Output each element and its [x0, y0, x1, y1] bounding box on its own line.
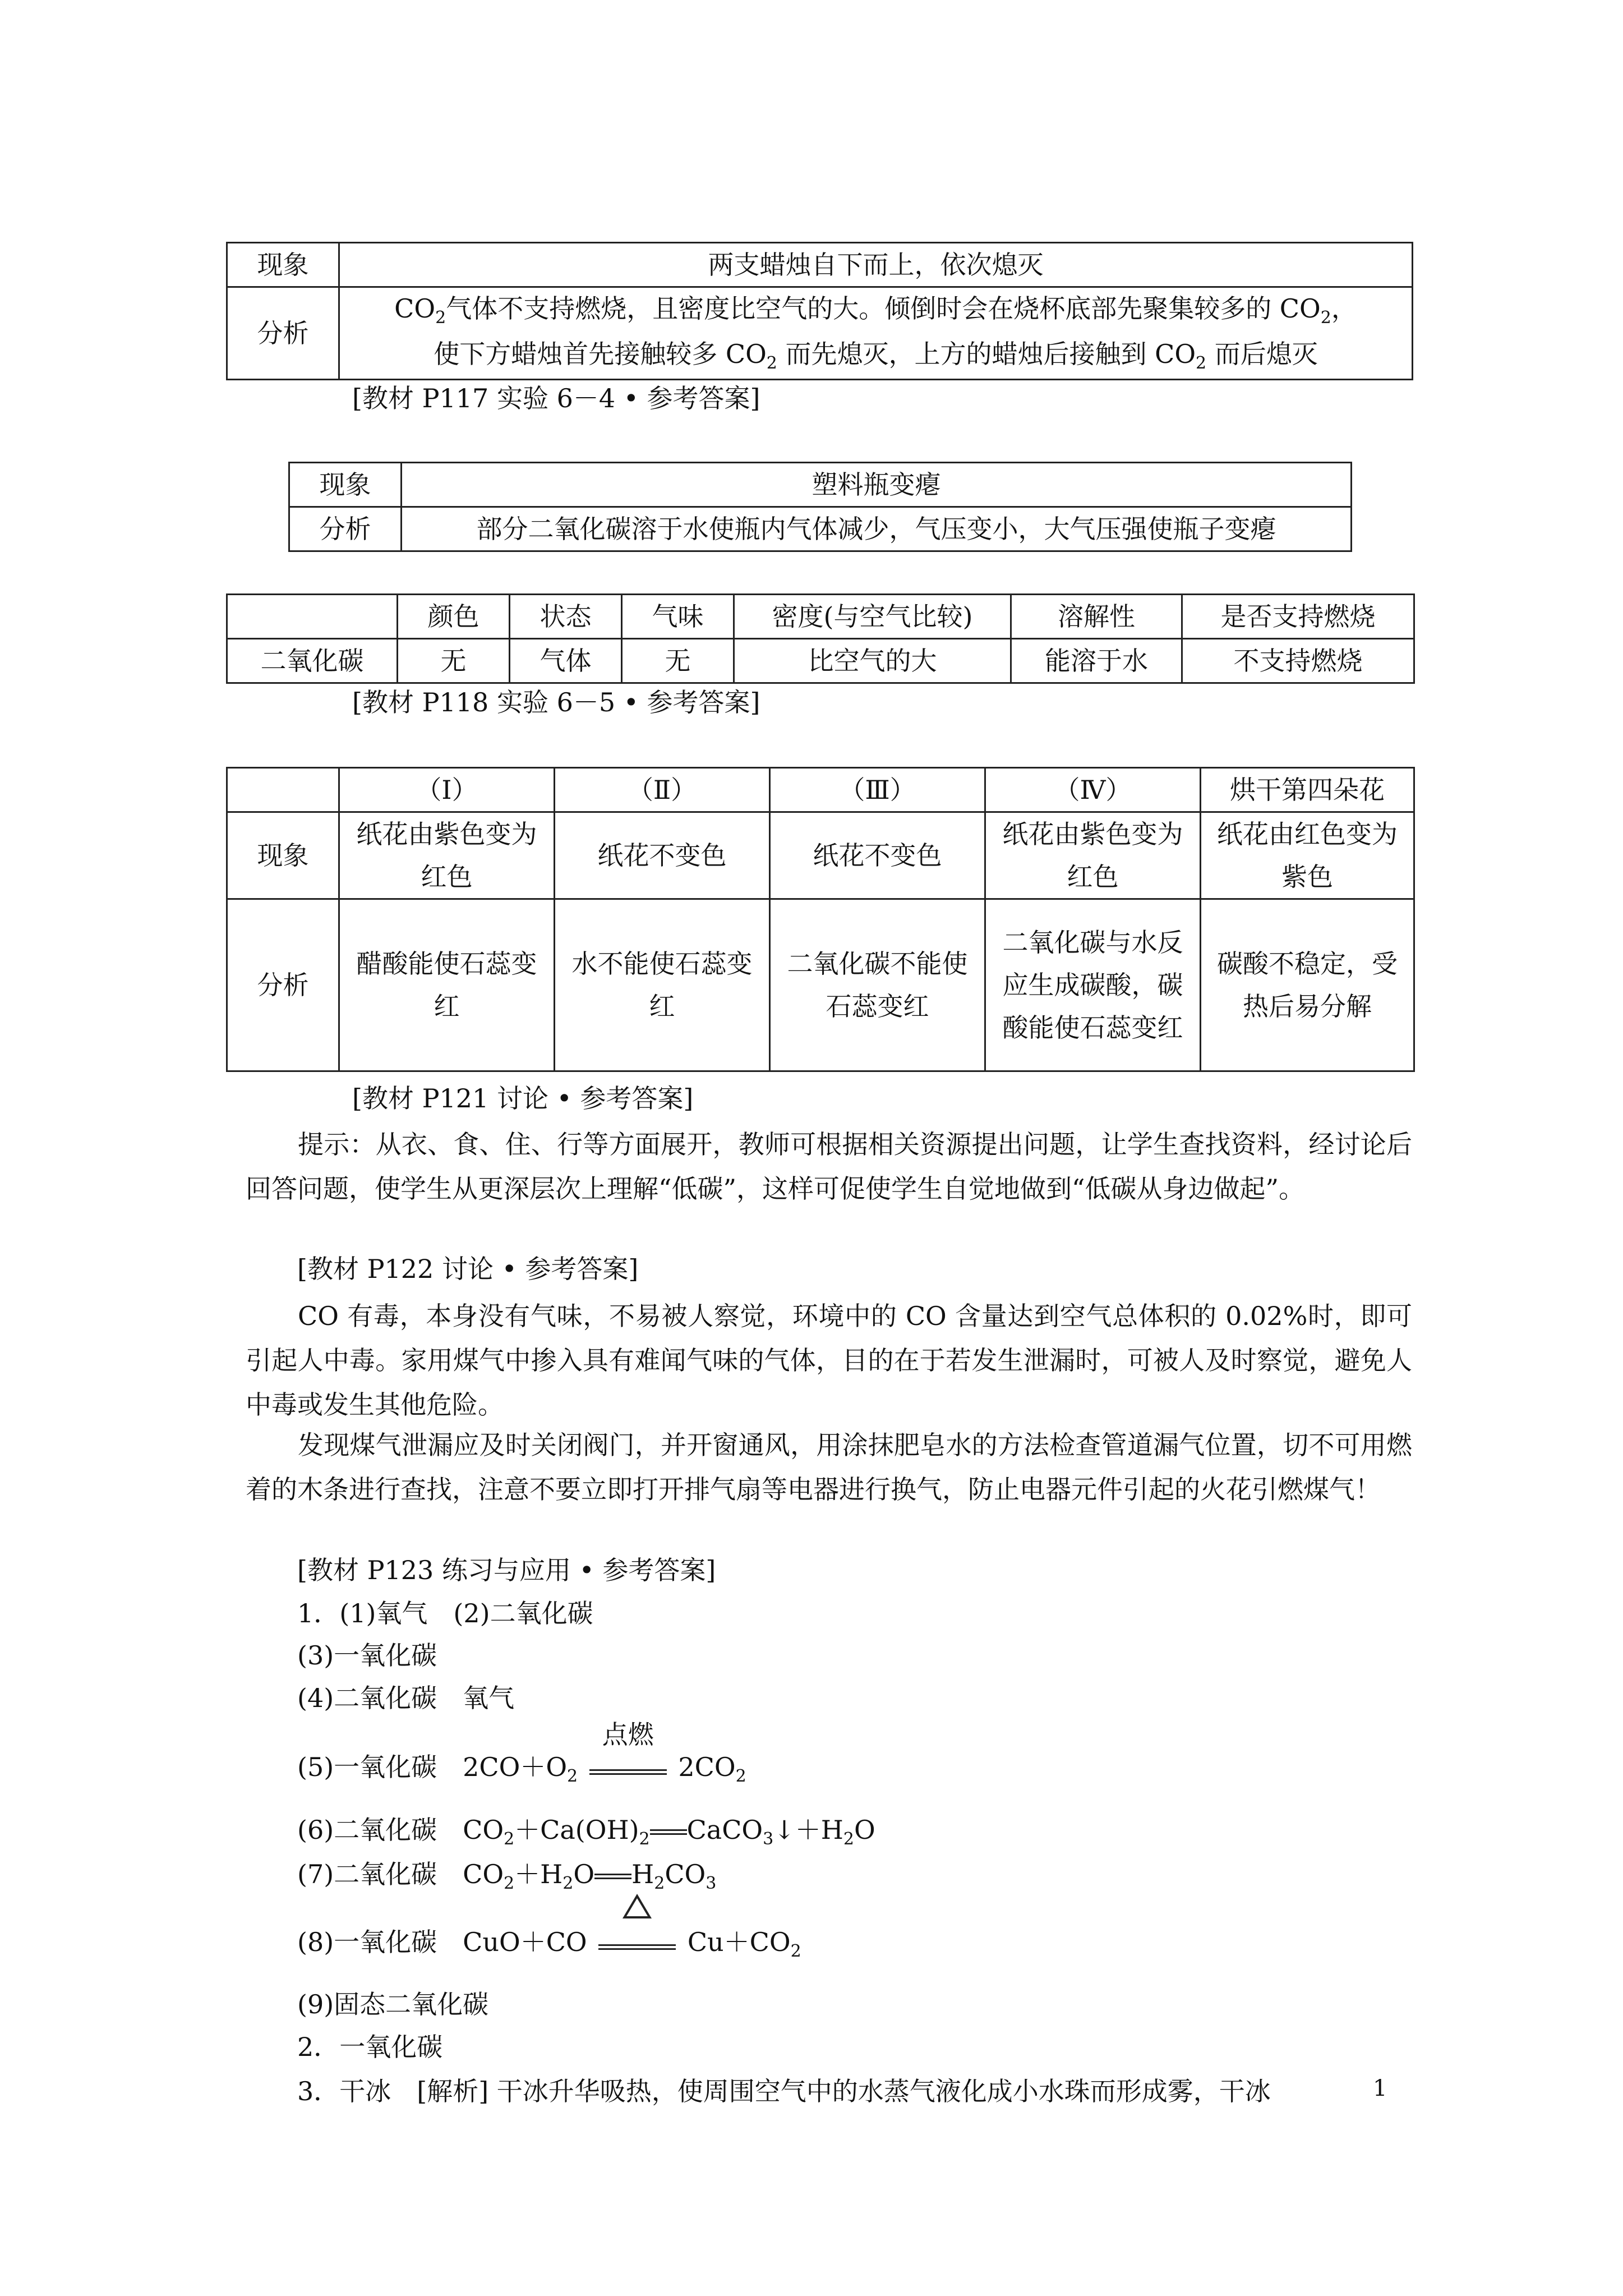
table-cell: 无 [622, 639, 734, 683]
cell-phenomenon: 两支蜡烛自下而上，依次熄灭 [339, 243, 1413, 287]
paragraph-gas-leak: 发现煤气泄漏应及时关闭阀门，并开窗通风，用涂抹肥皂水的方法检查管道漏气位置，切不可用燃着的木条进行查找，注意不要立即打开排气扇等电器进行换气，防止电器元件引起的火花引燃煤气！ [246, 1430, 1412, 1504]
table-plastic-bottle [288, 462, 1352, 552]
header-cell [227, 595, 398, 639]
section-heading: [教材 P122 讨论 • 参考答案] [297, 1254, 639, 1284]
answer-line: 2．一氧化碳 [297, 2032, 443, 2062]
paragraph-hint: 提示：从衣、食、住、行等方面展开，教师可根据相关资源提出问题，让学生查找资料，经讨论后回答问题，使学生从更深层次上理解“低碳”，这样可促使学生自觉地做到“低碳从身边做起”。 [246, 1129, 1412, 1204]
cell-analysis: $CO_2$气体不支持燃烧，且密度比空气的大。倾倒时会在烧杯底部先聚集较多的 $CO_2$， 使下方蜡烛首先接触较多 $CO_2$ 而先熄灭，上方的蜡烛后接触到 $CO_2$ 而后熄灭 [339, 287, 1413, 380]
section-heading: [教材 P117 实验 6－4 • 参考答案] [352, 383, 760, 413]
row-label-analysis: 分析 [227, 287, 339, 380]
reaction-arrow: 点燃 [586, 1752, 670, 1786]
answer-line: (5)一氧化碳 $2CO+O_2$ 点燃 $2CO_2$ [297, 1719, 746, 1786]
table-cell: 比空气的大 [734, 639, 1011, 683]
equals-sign [594, 1874, 631, 1879]
table-cell: 不支持燃烧 [1182, 639, 1414, 683]
row-label-phenomenon: 现象 [227, 812, 339, 899]
table-cell: 碳酸不稳定，受热后易分解 [1201, 899, 1414, 1071]
reaction-arrow [595, 1927, 679, 1961]
header-cell [227, 768, 339, 812]
answer-line: (8)一氧化碳 CuO＋CO $Cu+CO_2$ [297, 1925, 801, 1963]
answer-line: (3)一氧化碳 [297, 1640, 437, 1671]
table-row [227, 243, 1413, 287]
answer-line: (6)二氧化碳 $CO_2+Ca(OH)_2$ $CaCO_3↓+H_2O$ [297, 1815, 875, 1849]
paragraph-co-toxic: CO 有毒，本身没有气味，不易被人察觉，环境中的 CO 含量达到空气总体积的 0.02%时，即可引起人中毒。家用煤气中掺入具有难闻气味的气体，目的在于若发生泄漏时，可被人及时察觉，避免人中毒或发生其他危险。 [246, 1301, 1412, 1420]
table-row [227, 812, 1414, 899]
row-label-analysis: 分析 [227, 899, 339, 1071]
header-cell: 密度(与空气比较) [734, 595, 1011, 639]
table-row [227, 595, 1414, 639]
row-label-phenomenon: 现象 [227, 243, 339, 287]
table-co2-properties [226, 593, 1415, 684]
table-cell: 二氧化碳与水反应生成碳酸，碳酸能使石蕊变红 [985, 899, 1201, 1071]
header-cell: （Ⅲ） [770, 768, 985, 812]
header-cell: 溶解性 [1011, 595, 1182, 639]
section-heading: [教材 P123 练习与应用 • 参考答案] [297, 1555, 716, 1585]
header-cell: 烘干第四朵花 [1201, 768, 1414, 812]
header-cell: （Ⅱ） [555, 768, 770, 812]
table-row [227, 899, 1414, 1071]
answer-line: 3．干冰 [解析] 干冰升华吸热，使周围空气中的水蒸气液化成小水珠而形成雾，干冰 [297, 2076, 1271, 2106]
header-cell: （Ⅳ） [985, 768, 1201, 812]
row-label-phenomenon: 现象 [289, 463, 402, 507]
table-cell: 二氧化碳不能使石蕊变红 [770, 899, 985, 1071]
header-cell: （Ⅰ） [339, 768, 555, 812]
header-cell: 是否支持燃烧 [1182, 595, 1414, 639]
cell-analysis: 部分二氧化碳溶于水使瓶内气体减少，气压变小，大气压强使瓶子变瘪 [402, 507, 1352, 551]
table-cell: 纸花由红色变为紫色 [1201, 812, 1414, 899]
table-row [227, 768, 1414, 812]
table-cell: 水不能使石蕊变红 [555, 899, 770, 1071]
table-candle-experiment [226, 242, 1413, 380]
table-cell: 能溶于水 [1011, 639, 1182, 683]
header-cell: 状态 [510, 595, 622, 639]
cell-phenomenon: 塑料瓶变瘪 [402, 463, 1352, 507]
equals-sign [650, 1829, 687, 1835]
table-paper-flower [226, 767, 1415, 1072]
table-row [289, 463, 1352, 507]
heat-triangle-icon [623, 1894, 652, 1918]
table-row [227, 287, 1413, 380]
table-cell: 纸花由紫色变为红色 [985, 812, 1201, 899]
table-cell: 纸花不变色 [555, 812, 770, 899]
answer-line: (9)固态二氧化碳 [297, 1989, 489, 2019]
header-cell: 颜色 [398, 595, 510, 639]
row-label-analysis: 分析 [289, 507, 402, 551]
table-cell: 纸花由紫色变为红色 [339, 812, 555, 899]
answer-line: (7)二氧化碳 $CO_2+H_2O$ $H_2CO_3$ [297, 1859, 717, 1893]
answer-line: (4)二氧化碳 氧气 [297, 1683, 515, 1713]
page-number: 1 [1373, 2076, 1387, 2101]
table-cell: 无 [398, 639, 510, 683]
header-cell: 气味 [622, 595, 734, 639]
table-row [289, 507, 1352, 551]
table-cell: 二氧化碳 [227, 639, 398, 683]
table-cell: 气体 [510, 639, 622, 683]
table-cell: 纸花不变色 [770, 812, 985, 899]
answer-line: 1．(1)氧气 (2)二氧化碳 [297, 1598, 593, 1628]
section-heading: [教材 P118 实验 6－5 • 参考答案] [352, 687, 760, 717]
section-heading: [教材 P121 讨论 • 参考答案] [352, 1083, 694, 1114]
table-cell: 醋酸能使石蕊变红 [339, 899, 555, 1071]
table-row [227, 639, 1414, 683]
